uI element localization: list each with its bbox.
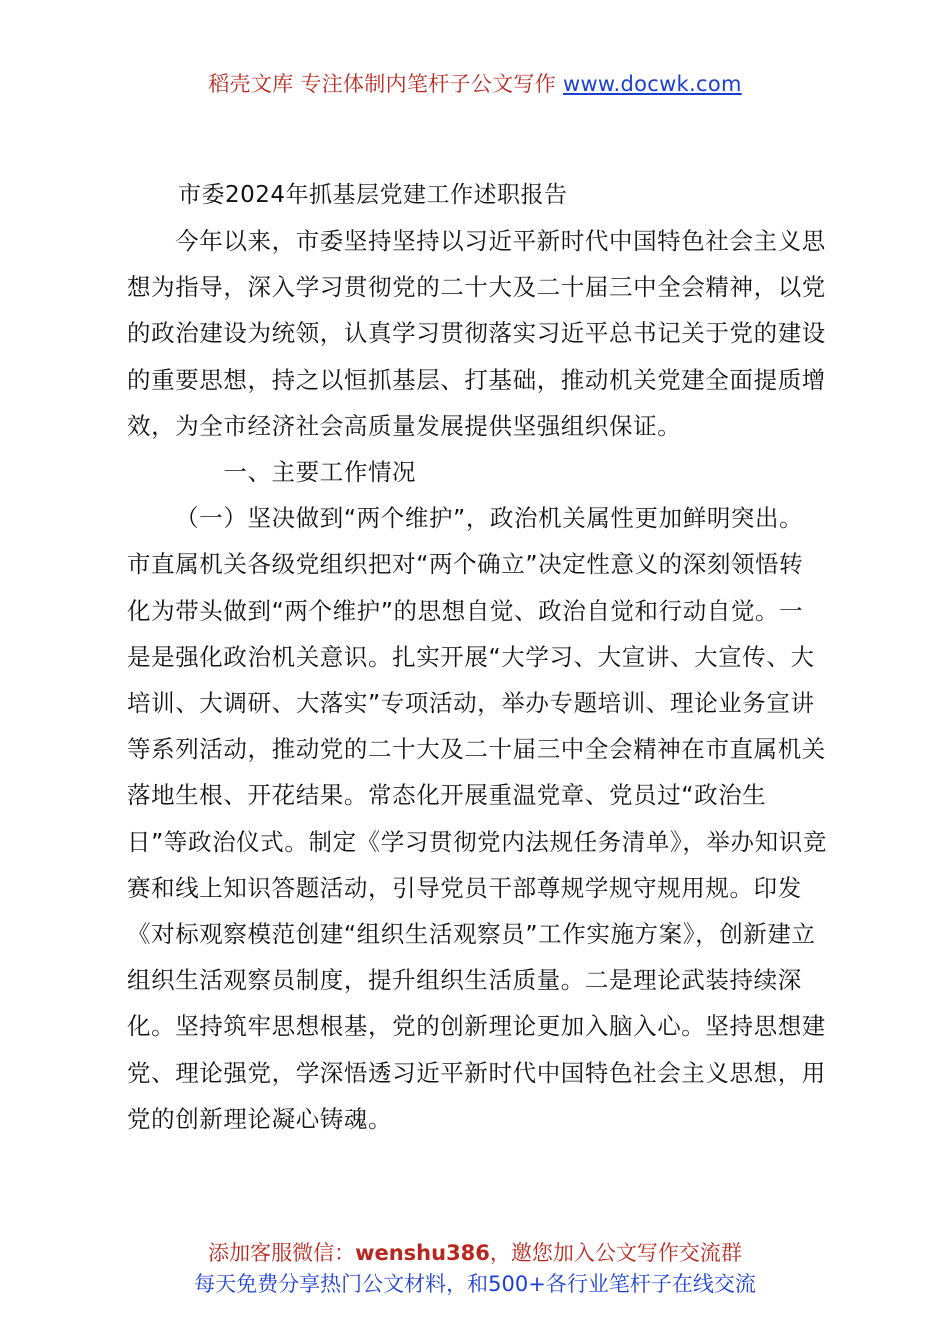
footer-line-1: [0, 1238, 950, 1269]
paragraph-section-1: （一）坚决做到“两个维护”，政治机关属性更加鲜明突出。市直属机关各级党组织把对“两个确立”决定性意义的深刻领悟转化为带头做到“两个维护”的思想自觉、政治自觉和行动自觉。一是是强化政治机关意识。扎实开展“大学习、大宣讲、大宣传、大培训、大调研、大落实”专项活动，举办专题培训、理论业务宣讲等系列活动，推动党的二十大及二十届三中全会精神在市直属机关落地生根、开花结果。常态化开展重温党章、党员过“政治生日”等政治仪式。制定《学习贯彻党内法规任务清单》，举办知识竞赛和线上知识答题活动，引导党员干部尊规学规守规用规。印发《对标观察模范创建“组织生活观察员”工作实施方案》，创新建立组织生活观察员制度，提升组织生活质量。二是理论武装持续深化。坚持筑牢思想根基，党的创新理论更加入脑入心。坚持思想建党、理论强党，学深悟透习近平新时代中国特色社会主义思想，用党的创新理论凝心铸魂。: [127, 504, 827, 1133]
section-heading: 一、主要工作情况: [223, 458, 417, 487]
document-header: [0, 68, 950, 98]
footer-prefix: 添加客服微信：: [208, 1241, 356, 1265]
footer-line-2: 每天免费分享热门公文材料，和500+各行业笔杆子在线交流: [194, 1272, 756, 1296]
paragraph-intro: 今年以来，市委坚持坚持以习近平新时代中国特色社会主义思想为指导，深入学习贯彻党的二十大及二十届三中全会精神，以党的政治建设为统领，认真学习贯彻落实习近平总书记关于党的建设的重要思想，持之以恒抓基层、打基础，推动机关党建全面提质增效，为全市经济社会高质量发展提供坚强组织保证。: [127, 227, 826, 440]
wechat-id: wenshu386: [355, 1241, 490, 1265]
header-text: 稻壳文库 专注体制内笔杆子公文写作: [208, 72, 563, 96]
footer-suffix: ，邀您加入公文写作交流群: [489, 1241, 742, 1265]
document-footer: [0, 1238, 950, 1300]
document-body: [127, 218, 827, 1142]
header-link[interactable]: www.docwk.com: [562, 72, 742, 96]
document-title: 市委2024年抓基层党建工作述职报告: [178, 182, 568, 208]
